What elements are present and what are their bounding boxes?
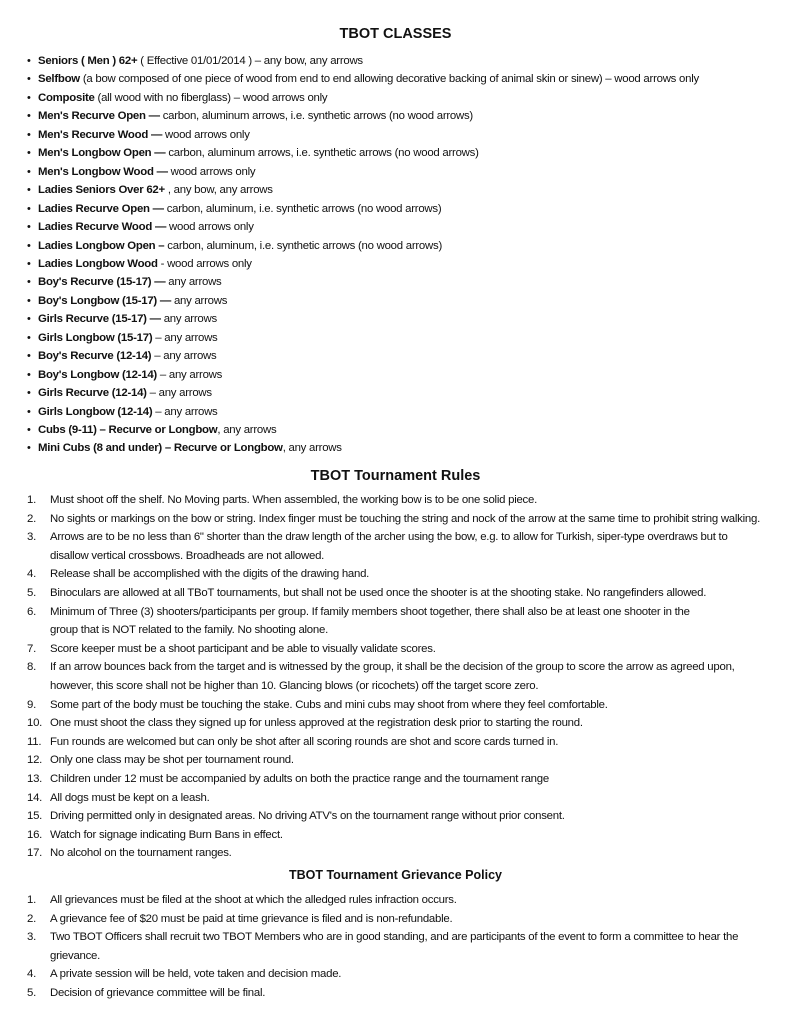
item-number: 1. xyxy=(27,494,36,506)
bullet-icon: • xyxy=(27,257,31,270)
bullet-icon: • xyxy=(27,387,31,400)
class-name: Boy's Longbow (15-17) — xyxy=(38,294,172,307)
class-text xyxy=(38,331,218,345)
class-text xyxy=(38,294,227,308)
class-name: Ladies Longbow Open – xyxy=(38,239,165,252)
class-name: Composite xyxy=(38,91,95,104)
class-text xyxy=(38,72,699,86)
item-text: grievance. xyxy=(50,949,101,962)
class-name: Girls Longbow (12-14) xyxy=(38,405,153,418)
item-text: Arrows are to be no less than 6" shorter than the draw length of the archer using the bow, e.g. to allow for Turkish, siper-type overdraws but to xyxy=(50,531,728,544)
class-name: Ladies Recurve Wood — xyxy=(38,221,167,234)
bullet-icon: • xyxy=(27,55,31,67)
class-description: (a bow composed of one piece of wood from end to end allowing decorative backing of animal skin or sinew) – wood arrows only xyxy=(79,73,699,86)
item-text: Decision of grievance committee will be final. xyxy=(50,987,266,999)
item-text: Some part of the body must be touching the stake. Cubs and mini cubs may shoot from where they feel comfortable. xyxy=(50,698,608,711)
bullet-icon: • xyxy=(27,294,31,307)
class-description: carbon, aluminum arrows, i.e. synthetic arrows (no wood arrows) xyxy=(159,110,473,123)
item-number: 6. xyxy=(27,605,36,618)
class-description: , any bow, any arrows xyxy=(164,184,273,197)
classes-title: TBOT CLASSES xyxy=(339,26,452,42)
class-description: any arrows xyxy=(165,276,222,289)
item-text: Two TBOT Officers shall recruit two TBOT Members who are in good standing, and are participants of the event to form a committee to hear the xyxy=(50,931,739,944)
class-description: – any arrows xyxy=(152,331,218,344)
class-description: – any arrows xyxy=(152,405,218,418)
class-description: - wood arrows only xyxy=(157,257,252,270)
bullet-icon: • xyxy=(27,239,31,252)
item-text: All dogs must be kept on a leash. xyxy=(50,791,210,804)
item-text: Binoculars are allowed at all TBoT tournaments, but shall not be used once the shooter is at the shooting stake. No rangefinders allowed. xyxy=(50,587,707,599)
bullet-icon: • xyxy=(27,331,31,344)
class-text xyxy=(38,312,217,326)
item-text: Driving permitted only in designated areas. No driving ATV's on the tournament range without prior consent. xyxy=(50,810,565,823)
class-text xyxy=(38,423,276,437)
item-text: disallow vertical crossbows. Broadheads are not allowed. xyxy=(50,549,325,562)
bullet-icon: • xyxy=(27,276,31,289)
class-name: Selfbow xyxy=(38,73,80,86)
bullet-icon: • xyxy=(27,202,31,215)
class-description: carbon, aluminum, i.e. synthetic arrows (no wood arrows) xyxy=(164,239,442,252)
class-text xyxy=(38,405,218,419)
class-text xyxy=(38,441,342,455)
bullet-icon: • xyxy=(27,221,31,234)
class-name: Girls Recurve (12-14) xyxy=(38,387,147,400)
item-number: 2. xyxy=(27,912,36,925)
class-text xyxy=(38,257,252,271)
item-text: Score keeper must be a shoot participant and be able to visually validate scores. xyxy=(50,642,436,655)
item-text: Only one class may be shot per tournament round. xyxy=(50,754,294,767)
bullet-icon: • xyxy=(27,91,31,104)
class-description: , any arrows xyxy=(217,424,277,436)
bullet-icon: • xyxy=(27,368,31,381)
item-number: 4. xyxy=(27,568,36,581)
class-text xyxy=(38,386,212,400)
class-name: Boy's Recurve (12-14) xyxy=(38,350,152,363)
item-text: Must shoot off the shelf. No Moving parts. When assembled, the working bow is to be one solid piece. xyxy=(50,494,538,506)
grievance-title: TBOT Tournament Grievance Policy xyxy=(288,868,502,882)
bullet-icon: • xyxy=(27,184,31,197)
item-number: 13. xyxy=(27,773,43,785)
bullet-icon: • xyxy=(27,73,31,86)
item-text: Release shall be accomplished with the digits of the drawing hand. xyxy=(50,568,370,581)
class-description: any arrows xyxy=(171,294,228,307)
class-name: Cubs (9-11) – Recurve or Longbow xyxy=(38,424,218,436)
item-number: 5. xyxy=(27,587,36,599)
class-name: Ladies Longbow Wood xyxy=(38,257,158,270)
item-number: 9. xyxy=(27,698,36,711)
bullet-icon: • xyxy=(27,350,31,363)
item-number: 3. xyxy=(27,531,36,544)
class-description: any arrows xyxy=(160,313,217,326)
item-text: Fun rounds are welcomed but can only be shot after all scoring rounds are shot and score cards turned in. xyxy=(50,735,559,748)
item-text: All grievances must be filed at the shoot at which the alledged rules infraction occurs. xyxy=(50,894,457,906)
item-text: No sights or markings on the bow or string. Index finger must be touching the string and nock of the arrow at the same time to prohibit string walking. xyxy=(50,512,760,525)
bullet-icon: • xyxy=(27,128,31,141)
item-number: 8. xyxy=(27,661,36,674)
class-description: – any arrows xyxy=(156,368,223,381)
item-text: A grievance fee of $20 must be paid at time grievance is filed and is non-refundable. xyxy=(50,912,453,925)
bullet-icon: • xyxy=(27,165,31,178)
class-description: carbon, aluminum arrows, i.e. synthetic arrows (no wood arrows) xyxy=(165,147,479,160)
class-name: Ladies Seniors Over 62+ xyxy=(38,184,165,197)
class-text xyxy=(38,275,222,289)
class-text xyxy=(38,54,363,68)
item-number: 10. xyxy=(27,717,43,730)
item-text: however, this score shall not be higher than 10. Glancing blows (or ricochets) off the target score zero. xyxy=(50,679,539,692)
class-description: wood arrows only xyxy=(162,128,250,141)
class-name: Girls Recurve (15-17) — xyxy=(38,313,161,326)
item-number: 5. xyxy=(27,987,36,999)
class-text xyxy=(38,91,327,105)
item-number: 11. xyxy=(27,735,42,748)
class-description: , any arrows xyxy=(282,442,342,455)
class-description: wood arrows only xyxy=(167,165,256,178)
class-text xyxy=(38,202,441,216)
bullet-icon: • xyxy=(27,442,31,455)
bullet-icon: • xyxy=(27,147,31,160)
class-name: Men's Recurve Wood — xyxy=(38,128,163,141)
item-number: 4. xyxy=(27,968,36,981)
rules-title: TBOT Tournament Rules xyxy=(310,468,481,484)
class-name: Men's Longbow Open — xyxy=(38,147,166,160)
class-text xyxy=(38,239,442,253)
class-description: – any arrows xyxy=(151,350,217,363)
class-name: Boy's Recurve (15-17) — xyxy=(38,276,166,289)
item-text: A private session will be held, vote taken and decision made. xyxy=(50,968,342,981)
class-name: Mini Cubs (8 and under) – Recurve or Longbow xyxy=(38,442,283,455)
item-number: 16. xyxy=(27,828,43,841)
class-description: wood arrows only xyxy=(166,221,254,234)
class-text xyxy=(38,165,255,179)
class-name: Boy's Longbow (12-14) xyxy=(38,368,157,381)
bullet-icon: • xyxy=(27,313,31,326)
class-text xyxy=(38,128,250,142)
class-name: Ladies Recurve Open — xyxy=(38,202,164,215)
class-text xyxy=(38,183,273,197)
class-description: ( Effective 01/01/2014 ) – any bow, any arrows xyxy=(137,55,363,67)
item-number: 17. xyxy=(27,847,43,860)
bullet-icon: • xyxy=(27,405,31,418)
class-description: (all wood with no fiberglass) – wood arrows only xyxy=(94,91,328,104)
class-name: Seniors ( Men ) 62+ xyxy=(38,55,138,67)
item-text: Watch for signage indicating Burn Bans in effect. xyxy=(50,828,283,841)
bullet-icon: • xyxy=(27,424,31,436)
class-name: Men's Recurve Open — xyxy=(38,110,160,123)
class-text xyxy=(38,109,473,123)
item-number: 12. xyxy=(27,754,43,767)
class-description: carbon, aluminum, i.e. synthetic arrows (no wood arrows) xyxy=(163,202,442,215)
item-text: If an arrow bounces back from the target and is witnessed by the group, it shall be the decision of the group to score the arrow as agreed upon, xyxy=(50,661,735,674)
item-number: 7. xyxy=(27,642,36,655)
item-text: One must shoot the class they signed up for unless approved at the registration desk prior to starting the round. xyxy=(50,717,583,730)
class-name: Men's Longbow Wood — xyxy=(38,165,168,178)
class-text xyxy=(38,349,216,363)
item-text: group that is NOT related to the family. No shooting alone. xyxy=(50,624,328,637)
item-text: Children under 12 must be accompanied by adults on both the practice range and the tournament range xyxy=(50,773,549,785)
item-text: No alcohol on the tournament ranges. xyxy=(50,847,232,860)
class-name: Girls Longbow (15-17) xyxy=(38,331,153,344)
bullet-icon: • xyxy=(27,110,31,123)
class-text xyxy=(38,220,254,234)
item-number: 3. xyxy=(27,931,36,944)
item-number: 2. xyxy=(27,512,36,525)
class-text xyxy=(38,368,222,382)
class-text xyxy=(38,146,479,160)
item-number: 1. xyxy=(27,894,36,906)
item-number: 15. xyxy=(27,810,43,823)
class-description: – any arrows xyxy=(146,387,212,400)
item-number: 14. xyxy=(27,791,43,804)
item-text: Minimum of Three (3) shooters/participants per group. If family members shoot together, there shall also be at least one shooter in the xyxy=(50,605,690,618)
